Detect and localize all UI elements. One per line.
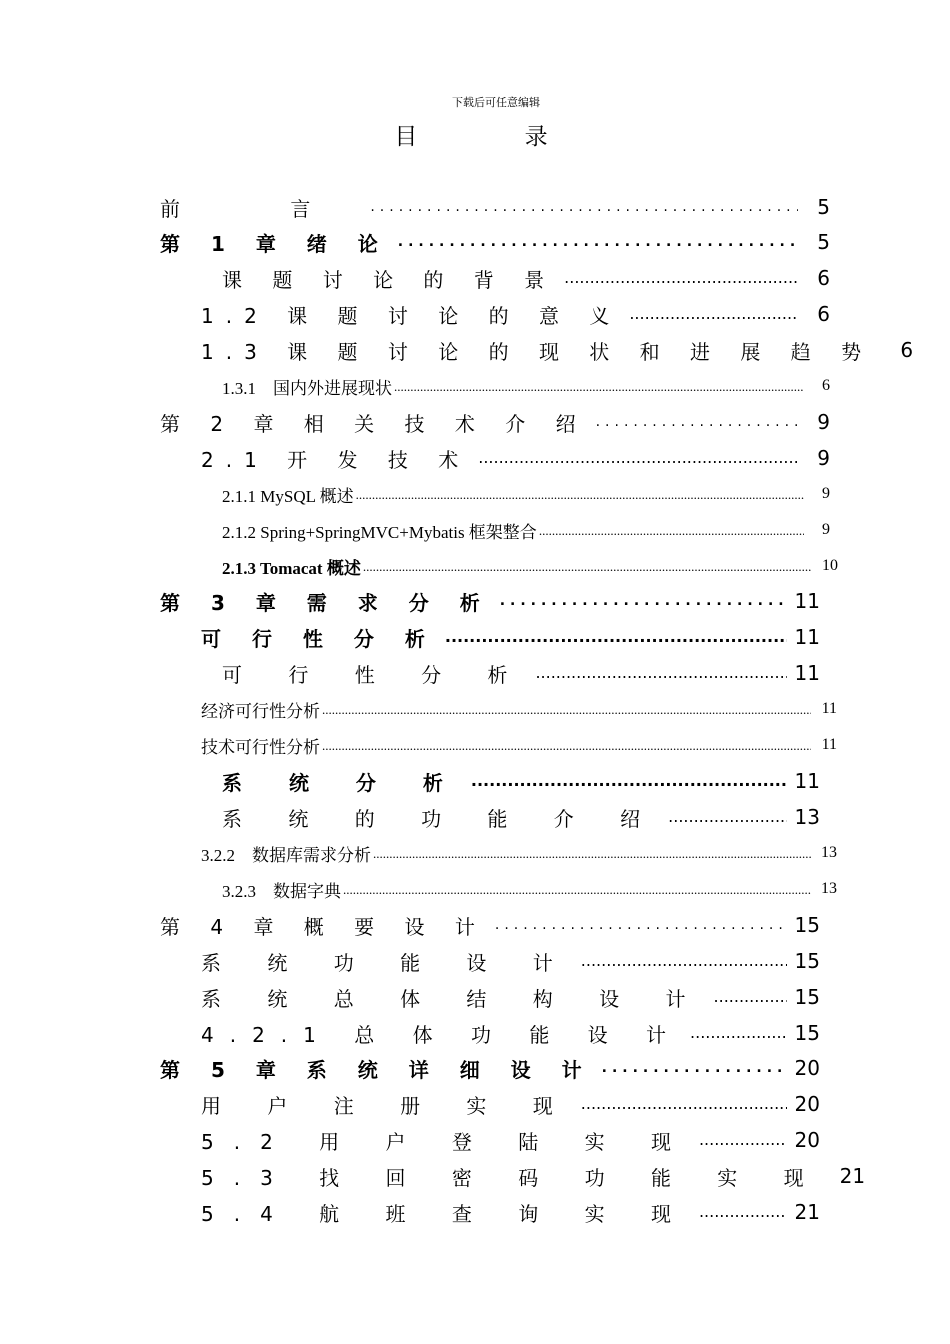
toc-label: 2.1.3 Tomacat 概述 [222,558,361,578]
toc-label: 可 行 性 分 析 [222,662,528,687]
toc-label: 第 1 章 绪 论 [160,231,390,256]
toc-label: 2.1.2 Spring+SpringMVC+Mybatis 框架整合 [222,522,537,542]
toc-page-number: 6 [900,338,914,362]
toc-label: 经济可行性分析 [201,701,320,721]
toc-label: 4.2.1 总 体 功 能 设 计 [201,1022,683,1047]
dot-leader [370,200,798,214]
toc-entry[interactable] [201,1089,820,1119]
toc-entry[interactable] [201,622,820,652]
toc-entry[interactable] [160,192,830,222]
toc-page-number: 6 [817,302,830,326]
toc-label: 第 5 章 系 统 详 细 设 计 [160,1057,594,1082]
toc-label: 5.2 用 户 登 陆 实 现 [201,1129,691,1154]
toc-page-number: 9 [822,485,830,502]
toc-entry[interactable] [222,658,820,688]
toc-label: 2.1.1 MySQL 概述 [222,486,354,506]
toc-page-number: 21 [794,1200,820,1224]
toc-entry[interactable] [160,586,820,616]
toc-page-number: 15 [794,949,820,973]
toc-label: 系 统 的 功 能 介 绍 [222,806,661,831]
toc-entry[interactable] [222,263,830,293]
toc-entry[interactable] [201,1018,820,1048]
dot-leader [398,235,798,249]
dot-leader [535,665,786,681]
toc-page-number: 5 [817,230,830,254]
dot-leader [322,703,811,716]
toc-label: 第 4 章 概 要 设 计 [160,914,487,939]
dot-leader [581,953,787,969]
dot-leader [356,488,804,501]
toc-entry[interactable] [222,802,820,832]
toc-page-number: 20 [794,1056,820,1080]
dot-leader [445,629,787,645]
toc-page-number: 6 [817,266,830,290]
toc-entry[interactable] [201,694,837,724]
toc-entry[interactable] [222,874,837,904]
toc-page-number: 11 [821,700,837,717]
toc-label: 用 户 注 册 实 现 [201,1093,573,1118]
toc-entry[interactable] [160,407,830,437]
toc-entry[interactable] [201,730,837,760]
toc-entry[interactable] [201,299,830,329]
toc-page-number: 20 [794,1092,820,1116]
toc-label: 技术可行性分析 [201,737,320,757]
toc-page-number: 9 [817,410,830,434]
toc-label: 5.3 找 回 密 码 功 能 实 现 [201,1165,824,1190]
dot-leader [322,739,811,752]
dot-leader [690,1025,787,1041]
toc-label: 系 统 总 体 结 构 设 计 [201,986,706,1011]
toc-page-number: 15 [794,913,820,937]
toc-page-number: 9 [822,521,830,538]
toc-entry[interactable] [201,1125,820,1155]
toc-page-number: 21 [839,1164,866,1188]
toc-label: 2.1 开 发 技 术 [201,447,471,472]
toc-label: 1.3.1 国内外进展现状 [222,378,392,398]
toc-entry[interactable] [201,443,830,473]
toc-label: 第 2 章 相 关 技 术 介 绍 [160,411,588,436]
dot-leader [629,306,798,322]
toc-label: 第 3 章 需 求 分 析 [160,590,492,615]
toc-label: 课 题 讨 论 的 背 景 [222,267,557,292]
toc-entry[interactable] [222,479,830,509]
dot-leader [668,809,786,825]
toc-page-number: 11 [794,661,820,685]
dot-leader [564,270,798,286]
toc-label: 3.2.2 数据库需求分析 [201,845,371,865]
toc-entry[interactable] [160,227,830,257]
dot-leader [699,1204,787,1220]
toc-entry[interactable] [201,1197,820,1227]
dot-leader [363,560,812,573]
toc-page-number: 13 [821,844,837,861]
toc-label: 可 行 性 分 析 [201,626,437,651]
toc-label: 系 统 功 能 设 计 [201,950,573,975]
toc-label: 3.2.3 数据字典 [222,881,341,901]
dot-leader [495,918,787,932]
toc-entry[interactable] [160,910,820,940]
toc-page-number: 13 [794,805,820,829]
header-note: 下载后可任意编辑 [452,96,540,109]
dot-leader [581,1096,787,1112]
dot-leader [394,380,804,393]
toc-page-number: 6 [822,377,830,394]
page-title: 目 录 [394,124,598,150]
dot-leader [699,1132,787,1148]
dot-leader [373,847,811,860]
toc-entry[interactable] [201,982,820,1012]
toc-page-number: 15 [794,1021,820,1045]
toc-entry[interactable] [201,838,837,868]
toc-entry[interactable] [222,766,820,796]
dot-leader [714,989,787,1005]
dot-leader [343,883,811,896]
dot-leader [596,415,798,429]
toc-page-number: 13 [821,880,837,897]
toc-label: 1.3 课 题 讨 论 的 现 状 和 进 展 趋 势 [201,339,874,364]
toc-page-number: 20 [794,1128,820,1152]
toc-entry[interactable] [201,1161,866,1191]
toc-entry[interactable] [201,946,820,976]
toc-page-number: 11 [821,736,837,753]
toc-label: 系 统 分 析 [222,770,463,795]
toc-page-number: 5 [817,195,830,219]
toc-entry[interactable] [222,515,830,545]
toc-entry[interactable] [160,1053,820,1083]
dot-leader [500,594,787,608]
toc-entry[interactable] [222,551,838,581]
toc-entry[interactable] [222,371,830,401]
toc-page-number: 11 [794,589,820,613]
toc-page-number: 15 [794,985,820,1009]
toc-page-number: 9 [817,446,830,470]
dot-leader [471,773,787,789]
toc-page-number: 11 [794,769,820,793]
dot-leader [478,450,798,466]
toc-entry[interactable] [201,335,914,365]
toc-page-number: 10 [822,557,838,574]
toc-label: 1.2 课 题 讨 论 的 意 义 [201,303,622,328]
toc-page-number: 11 [794,625,820,649]
dot-leader [602,1061,787,1075]
dot-leader [539,524,804,537]
toc-label: 5.4 航 班 查 询 实 现 [201,1201,691,1226]
toc-label: 前 言 [160,196,363,221]
